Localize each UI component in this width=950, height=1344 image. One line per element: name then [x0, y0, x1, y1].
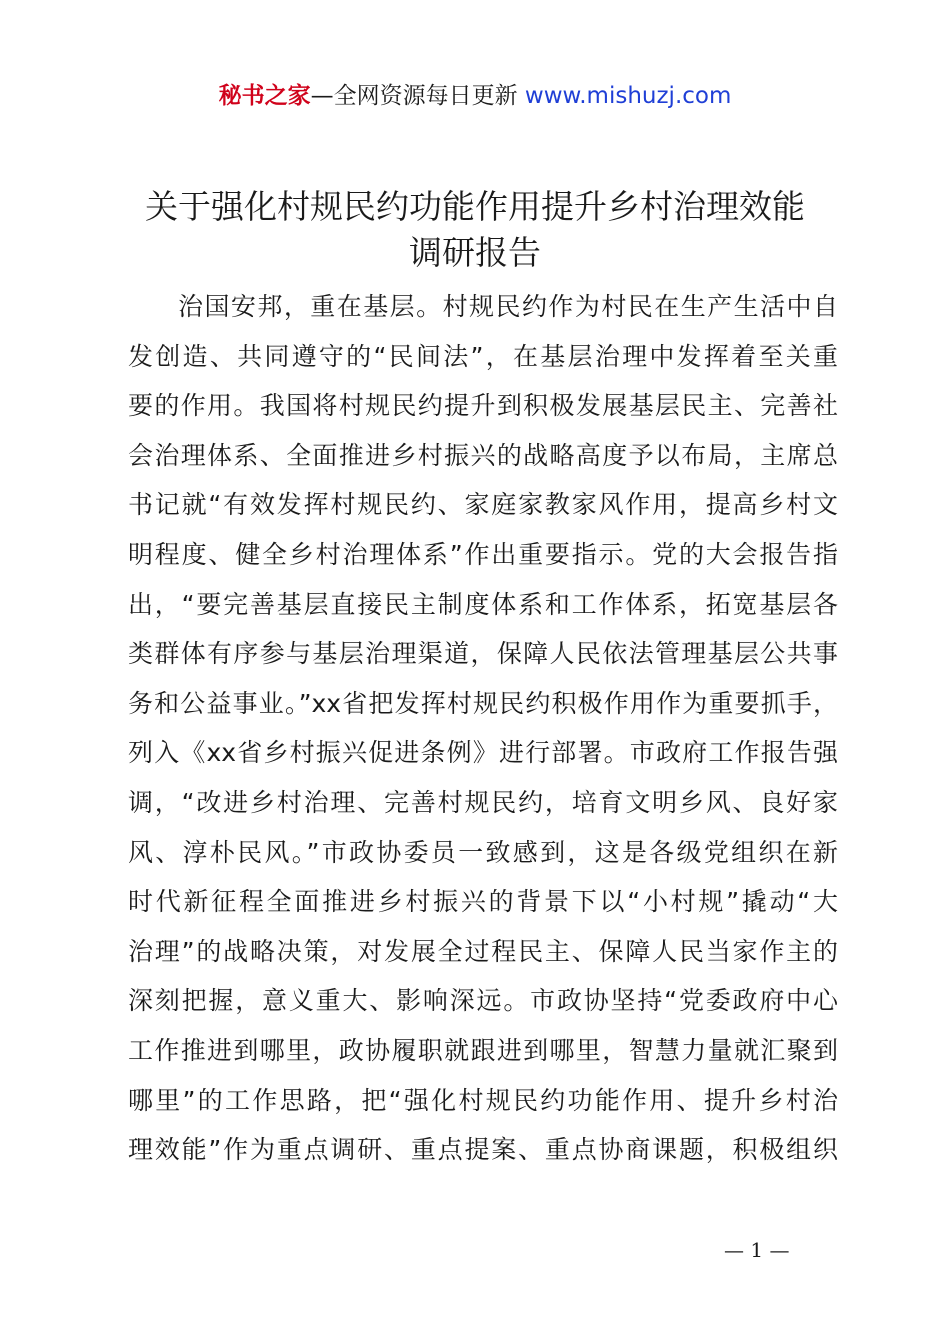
body-line: 治理”的战略决策，对发展全过程民主、保障人民当家作主的: [128, 936, 838, 966]
body-line: 调，“改进乡村治理、完善村规民约，培育文明乡风、良好家: [128, 787, 838, 817]
body-line: 治国安邦，重在基层。村规民约作为村民在生产生活中自: [178, 292, 838, 321]
body-line: 出，“要完善基层直接民主制度体系和工作体系，拓宽基层各: [128, 589, 838, 619]
body-line: 明程度、健全乡村治理体系”作出重要指示。党的大会报告指: [128, 539, 838, 569]
body-line: 务和公益事业。”xx省把发挥村规民约积极作用作为重要抓手，: [128, 688, 838, 718]
site-url-link[interactable]: www.mishuzj.com: [524, 83, 732, 109]
body-paragraph: [128, 282, 838, 1175]
document-title: [0, 184, 950, 276]
body-line: 工作推进到哪里，政协履职就跟进到哪里，智慧力量就汇聚到: [128, 1035, 838, 1065]
page-number: — 1 —: [724, 1238, 790, 1262]
body-line: 类群体有序参与基层治理渠道，保障人民依法管理基层公共事: [128, 639, 838, 669]
body-line: 会治理体系、全面推进乡村振兴的战略高度予以布局，主席总: [128, 440, 838, 470]
site-tagline: —全网资源每日更新: [310, 83, 525, 109]
body-line: 要的作用。我国将村规民约提升到积极发展基层民主、完善社: [128, 391, 838, 421]
body-line: 风、淳朴民风。”市政协委员一致感到，这是各级党组织在新: [128, 837, 838, 867]
body-line: 理效能”作为重点调研、重点提案、重点协商课题，积极组织: [128, 1135, 838, 1165]
body-line: 书记就“有效发挥村规民约、家庭家教家风作用，提高乡村文: [128, 490, 838, 520]
title-line-1: 关于强化村规民约功能作用提升乡村治理效能: [145, 187, 805, 226]
body-line: 时代新征程全面推进乡村振兴的背景下以“小村规”撬动“大: [128, 887, 838, 917]
body-line: 深刻把握，意义重大、影响深远。市政协坚持“党委政府中心: [128, 986, 838, 1016]
title-line-2: 调研报告: [409, 233, 541, 272]
body-line: 哪里”的工作思路，把“强化村规民约功能作用、提升乡村治: [128, 1085, 838, 1115]
body-line: 发创造、共同遵守的“民间法”，在基层治理中发挥着至关重: [128, 341, 838, 371]
body-line: 列入《xx省乡村振兴促进条例》进行部署。市政府工作报告强: [128, 738, 838, 768]
site-header: [0, 78, 950, 114]
site-brand: 秘书之家: [218, 83, 311, 109]
